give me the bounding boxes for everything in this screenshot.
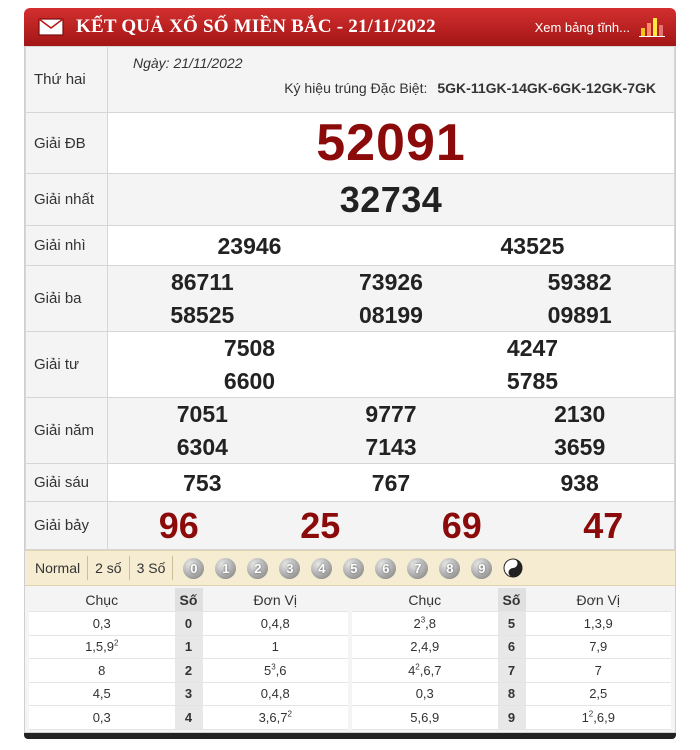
loto-table bbox=[25, 586, 675, 732]
prize-label-g6: Giải sáu bbox=[26, 464, 108, 502]
prize-number: 4247 bbox=[506, 335, 559, 362]
prize-label-g5: Giải năm bbox=[26, 398, 108, 464]
prize-number: 08199 bbox=[359, 301, 423, 328]
header-donvi: Đơn Vị bbox=[526, 588, 672, 612]
digit-ball-8[interactable]: 8 bbox=[439, 558, 460, 579]
table-row: 0,3 0 0,4,8 bbox=[29, 612, 348, 636]
prize-label-db: Giải ĐB bbox=[26, 113, 108, 174]
table-row: 1,5,9$^2$ 1 1 bbox=[29, 635, 348, 659]
draw-date: Ngày: 21/11/2022 bbox=[133, 55, 243, 71]
prize-number: 2130 bbox=[554, 401, 606, 428]
prize-g7-number: 96 bbox=[158, 504, 199, 546]
table-row: 5,6,9 9 $1^2,6,9$ bbox=[352, 706, 671, 730]
prize-number: 7051 bbox=[176, 401, 228, 428]
digit-ball-9[interactable]: 9 bbox=[471, 558, 492, 579]
prize-g7-number: 47 bbox=[583, 504, 624, 546]
header-so: Số bbox=[498, 588, 526, 612]
digit-ball-4[interactable]: 4 bbox=[311, 558, 332, 579]
digit-ball-1[interactable]: 1 bbox=[215, 558, 236, 579]
digit-ball-7[interactable]: 7 bbox=[407, 558, 428, 579]
prize-number: 3659 bbox=[554, 433, 606, 460]
table-row: 8 2 $5^3,6$ bbox=[29, 659, 348, 683]
prize-number: 753 bbox=[183, 469, 222, 496]
prize-label-g2: Giải nhì bbox=[26, 226, 108, 266]
prize-number: 5785 bbox=[506, 367, 559, 394]
prize-db-number: 52091 bbox=[108, 113, 675, 174]
prize-number: 23946 bbox=[217, 232, 282, 259]
prize-number: 938 bbox=[560, 469, 599, 496]
header-donvi: Đơn Vị bbox=[203, 588, 349, 612]
special-code-value: 5GK-11GK-14GK-6GK-12GK-7GK bbox=[437, 80, 656, 96]
mode-2-so[interactable]: 2 số bbox=[88, 556, 129, 580]
day-label: Thứ hai bbox=[26, 47, 108, 113]
table-row: $4^2,6,7$ 7 7 bbox=[352, 659, 671, 683]
prize-number: 6600 bbox=[223, 367, 276, 394]
table-row: 0,3 8 2,5 bbox=[352, 682, 671, 706]
header-chuc: Chục bbox=[352, 588, 498, 612]
prize-g1-number: 32734 bbox=[108, 174, 675, 226]
mode-normal[interactable]: Normal bbox=[25, 556, 88, 580]
prize-label-g7: Giải bảy bbox=[26, 502, 108, 550]
prize-number: 6304 bbox=[176, 433, 228, 460]
prize-number: 7143 bbox=[365, 433, 417, 460]
mode-3-so[interactable]: 3 Số bbox=[130, 556, 174, 580]
page-title: KẾT QUẢ XỔ SỐ MIỀN BẮC - 21/11/2022 bbox=[76, 16, 436, 37]
table-row: 0,3 4 3,6,7$^2$ bbox=[29, 706, 348, 730]
chart-icon[interactable] bbox=[638, 14, 666, 38]
header-bar bbox=[24, 8, 676, 46]
table-row: 2,4,9 6 7,9 bbox=[352, 635, 671, 659]
digit-ball-2[interactable]: 2 bbox=[247, 558, 268, 579]
yin-yang-icon[interactable] bbox=[503, 558, 523, 578]
digit-ball-3[interactable]: 3 bbox=[279, 558, 300, 579]
results-panel bbox=[24, 8, 676, 748]
prize-number: 59382 bbox=[547, 269, 612, 296]
prize-label-g1: Giải nhất bbox=[26, 174, 108, 226]
mail-icon bbox=[38, 18, 64, 36]
digit-ball-6[interactable]: 6 bbox=[375, 558, 396, 579]
results-table bbox=[25, 46, 675, 550]
display-toolbar bbox=[25, 550, 675, 586]
prize-number: 58525 bbox=[170, 301, 235, 328]
table-row: 4,5 3 0,4,8 bbox=[29, 682, 348, 706]
digit-filter bbox=[183, 558, 523, 579]
prize-number: 767 bbox=[371, 469, 411, 496]
table-row: $2^3,8$ 5 1,3,9 bbox=[352, 612, 671, 636]
prize-number: 9777 bbox=[365, 401, 417, 428]
prize-number: 73926 bbox=[359, 269, 423, 296]
prize-label-g3: Giải ba bbox=[26, 266, 108, 332]
special-code: Ký hiệu trúng Đặc Biệt: 5GK-11GK-14GK-6GK-12GK-7GK bbox=[284, 80, 656, 96]
prize-g7-number: 69 bbox=[441, 504, 482, 546]
digit-ball-0[interactable]: 0 bbox=[183, 558, 204, 579]
loto-table-left bbox=[29, 588, 348, 730]
prize-number: 43525 bbox=[500, 232, 565, 259]
header-chuc: Chục bbox=[29, 588, 175, 612]
loto-table-right bbox=[352, 588, 671, 730]
header-so: Số bbox=[175, 588, 203, 612]
prize-number: 86711 bbox=[170, 269, 234, 296]
prize-label-g4: Giải tư bbox=[26, 332, 108, 398]
bottom-bar bbox=[24, 733, 676, 739]
static-table-link[interactable]: Xem bảng tĩnh... bbox=[534, 20, 630, 35]
prize-g7-number: 25 bbox=[300, 504, 341, 546]
prize-number: 09891 bbox=[547, 301, 612, 328]
prize-number: 7508 bbox=[223, 335, 276, 362]
digit-ball-5[interactable]: 5 bbox=[343, 558, 364, 579]
